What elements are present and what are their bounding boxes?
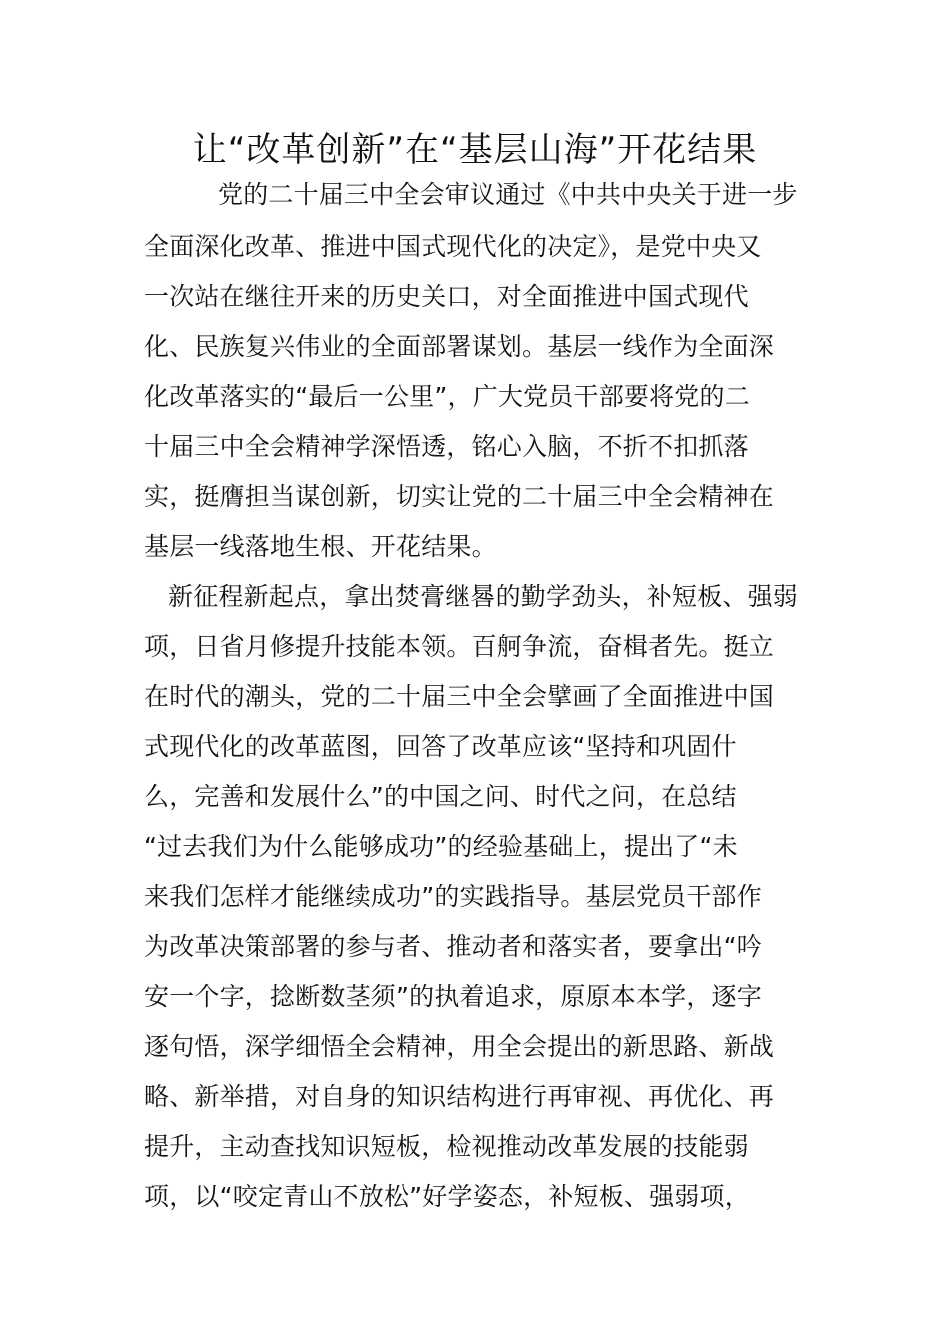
paragraph-1-line-4: 化、民族复兴伟业的全面部署谋划。基层一线作为全面深 xyxy=(144,332,775,361)
paragraph-1-line-5: 化改革落实的“最后一公里”，广大党员干部要将党的二 xyxy=(144,382,750,411)
paragraph-1-line-7: 实，挺膺担当谋创新，切实让党的二十届三中全会精神在 xyxy=(144,482,775,511)
paragraph-1-line-6: 十届三中全会精神学深悟透，铭心入脑，不折不扣抓落 xyxy=(144,432,749,461)
paragraph-2-line-6: “过去我们为什么能够成功”的经验基础上，提出了“未 xyxy=(144,832,738,861)
paragraph-2-line-13: 项，以“咬定青山不放松”好学姿态，补短板、强弱项， xyxy=(144,1182,750,1211)
paragraph-2-line-5: 么，完善和发展什么”的中国之问、时代之问，在总结 xyxy=(144,782,737,811)
paragraph-2-line-12: 提升，主动查找知识短板，检视推动改革发展的技能弱 xyxy=(144,1132,749,1161)
document-title: 让“改革创新”在“基层山海”开花结果 xyxy=(192,130,758,170)
paragraph-2-line-8: 为改革决策部署的参与者、推动者和落实者，要拿出“吟 xyxy=(144,932,762,961)
paragraph-2-line-3: 在时代的潮头，党的二十届三中全会擘画了全面推进中国 xyxy=(144,682,775,711)
paragraph-2-line-11: 略、新举措，对自身的知识结构进行再审视、再优化、再 xyxy=(144,1082,775,1111)
paragraph-1-line-1: 党的二十届三中全会审议通过《中共中央关于进一步 xyxy=(218,180,798,209)
paragraph-1-line-8: 基层一线落地生根、开花结果。 xyxy=(144,532,497,561)
paragraph-2-line-1: 新征程新起点，拿出焚膏继晷的勤学劲头，补短板、强弱 xyxy=(168,582,799,611)
paragraph-2-line-10: 逐句悟，深学细悟全会精神，用全会提出的新思路、新战 xyxy=(144,1032,775,1061)
paragraph-1-line-3: 一次站在继往开来的历史关口，对全面推进中国式现代 xyxy=(144,282,749,311)
paragraph-2-line-9: 安一个字，捻断数茎须”的执着追求，原原本本学，逐字 xyxy=(144,982,762,1011)
paragraph-2-line-2: 项，日省月修提升技能本领。百舸争流，奋楫者先。挺立 xyxy=(144,632,775,661)
paragraph-1-line-2: 全面深化改革、推进中国式现代化的决定》，是党中央又 xyxy=(144,232,762,261)
paragraph-2-line-4: 式现代化的改革蓝图，回答了改革应该“坚持和巩固什 xyxy=(144,732,737,761)
paragraph-2-line-7: 来我们怎样才能继续成功”的实践指导。基层党员干部作 xyxy=(144,882,762,911)
